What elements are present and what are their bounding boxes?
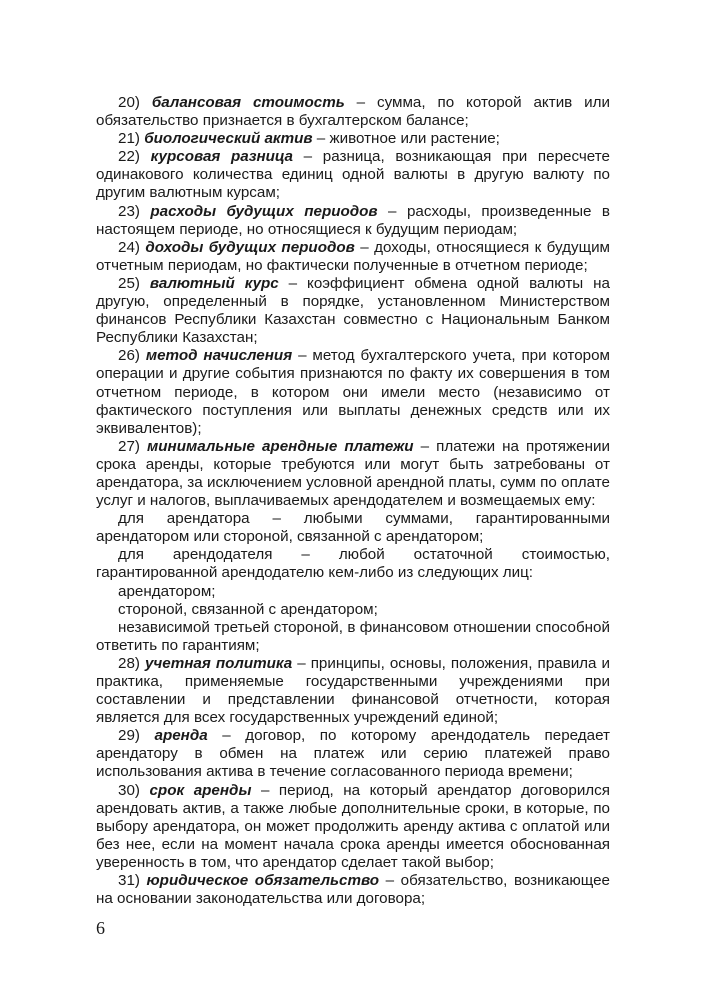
paragraph: 31) юридическое обязательство – обязательство, возникающее на основании законодательства или договора; <box>96 872 610 908</box>
page-number: 6 <box>96 918 105 938</box>
paragraph: 22) курсовая разница – разница, возникающая при пересчете одинакового количества единиц одной валюты в другую валюту по другим валютным курсам; <box>96 148 610 202</box>
term: расходы будущих периодов <box>150 202 378 220</box>
term: курсовая разница <box>150 148 293 166</box>
paragraph: 29) аренда – договор, по которому арендодатель передает арендатору в обмен на платеж или серию платежей право использования актива в течение согласованного периода времени; <box>96 727 610 781</box>
term: минимальные арендные платежи <box>147 437 414 455</box>
paragraph: для арендатора – любыми суммами, гарантированными арендатором или стороной, связанной с арендатором; <box>96 510 610 546</box>
paragraph: 21) биологический актив – животное или растение; <box>118 130 500 148</box>
term: аренда <box>154 727 208 745</box>
term: метод начисления <box>145 347 293 365</box>
paragraph: независимой третьей стороной, в финансовом отношении способной ответить по гарантиям; <box>96 618 610 654</box>
paragraph: 27) минимальные арендные платежи – платежи на протяжении срока аренды, которые требуются или могут быть затребованы от арендатора, за исключением условной арендной платы, сумм по оплате услуг и налогов, выплачиваемых арендодателем и возмещаемых ему: <box>96 437 610 510</box>
paragraph: 30) срок аренды – период, на который арендатор договорился арендовать актив, а также любые дополнительные сроки, в которые, по выбору арендатора, он может продолжить аренду актива с оплатой или без нее, если на момент начала срока аренды имеется обоснованная уверенность в том, что арендатор сделает такой выбор; <box>96 781 610 871</box>
paragraph: 28) учетная политика – принципы, основы, положения, правила и практика, применяемые государственными учреждениями при составлении и представлении финансовой отчетности, которая является для всех государственных учреждений единой; <box>96 654 610 727</box>
paragraph: 25) валютный курс – коэффициент обмена одной валюты на другую, определенный в порядке, установленном Министерством финансов Республики Казахстан совместно с Национальным Банком Республики Казахстан; <box>96 274 610 347</box>
term: валютный курс <box>149 274 279 292</box>
term: доходы будущих периодов <box>145 238 355 256</box>
document-body <box>96 94 610 908</box>
paragraph: для арендодателя – любой остаточной стоимостью, гарантированной арендодателю кем-либо из следующих лиц: <box>96 546 610 582</box>
term: балансовая стоимость <box>151 94 345 111</box>
term: юридическое обязательство <box>146 872 380 890</box>
term: учетная политика <box>144 654 293 672</box>
paragraph: 26) метод начисления – метод бухгалтерского учета, при котором операции и другие события признаются по факту их совершения в том отчетном периоде, в котором они имели место (независимо от фактического поступления или выплаты денежных средств или их эквивалентов); <box>96 347 611 437</box>
paragraph: 20) балансовая стоимость – сумма, по которой актив или обязательство признается в бухгалтерском балансе; <box>96 94 610 130</box>
term: срок аренды <box>149 781 252 799</box>
paragraph: 24) доходы будущих периодов – доходы, относящиеся к будущим отчетным периодам, но фактически полученные в отчетном периоде; <box>96 238 610 274</box>
paragraph: стороной, связанной с арендатором; <box>118 600 378 618</box>
paragraph: 23) расходы будущих периодов – расходы, произведенные в настоящем периоде, но относящиеся к будущим периодам; <box>96 202 610 238</box>
paragraph: арендатором; <box>118 582 216 600</box>
term: биологический актив <box>144 130 313 148</box>
